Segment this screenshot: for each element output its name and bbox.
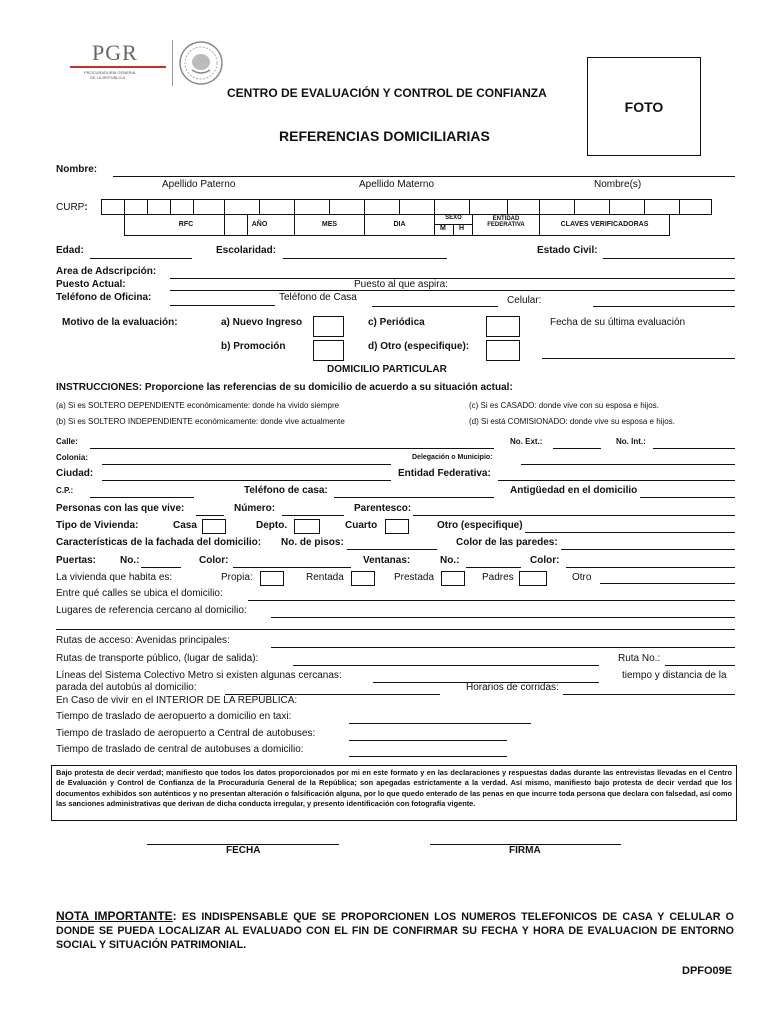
rutas-acceso-field[interactable] bbox=[271, 647, 735, 648]
no-ext-label: No. Ext.: bbox=[510, 437, 543, 446]
domicilio-title: DOMICILIO PARTICULAR bbox=[327, 364, 447, 375]
tiempo-distancia-label: tiempo y distancia de la bbox=[622, 670, 727, 681]
depto-checkbox[interactable] bbox=[294, 519, 320, 534]
puesto-actual-label: Puesto Actual: bbox=[56, 279, 126, 290]
document-title: REFERENCIAS DOMICILIARIAS bbox=[279, 128, 490, 144]
propia-label: Propia: bbox=[221, 572, 253, 583]
curp-cell[interactable] bbox=[434, 199, 470, 215]
rfc-text: RFC bbox=[178, 221, 194, 228]
photo-label: FOTO bbox=[624, 99, 664, 115]
rutas-transporte-label: Rutas de transporte público, (lugar de salida): bbox=[56, 653, 259, 664]
logo-divider bbox=[70, 66, 166, 68]
estado-civil-field[interactable] bbox=[603, 258, 735, 259]
puertas-no-label: No.: bbox=[120, 555, 140, 566]
telefono-casa-label: Teléfono de Casa bbox=[279, 292, 357, 303]
celular-field[interactable] bbox=[593, 306, 735, 307]
numero-field[interactable] bbox=[282, 515, 344, 516]
motivo-d-label: d) Otro (especifique): bbox=[368, 341, 470, 352]
traslado-taxi-label: Tiempo de traslado de aeropuerto a domicilio en taxi: bbox=[56, 711, 292, 722]
ciudad-field[interactable] bbox=[102, 480, 391, 481]
colonia-label: Colonia: bbox=[56, 453, 88, 462]
telefono-oficina-field[interactable] bbox=[170, 305, 275, 306]
antiguedad-label: Antigüedad en el domicilio bbox=[510, 485, 638, 496]
nombre-label: Nombre: bbox=[56, 164, 98, 175]
curp-cell[interactable] bbox=[507, 199, 540, 215]
fecha-ultima-label: Fecha de su última evaluación bbox=[550, 317, 686, 328]
motivo-c-label: c) Periódica bbox=[368, 317, 425, 328]
puertas-color-field[interactable] bbox=[233, 567, 351, 568]
nombres-label: Nombre(s) bbox=[594, 179, 642, 190]
casa-checkbox[interactable] bbox=[202, 519, 226, 534]
propia-checkbox[interactable] bbox=[260, 571, 284, 586]
edad-label: Edad: bbox=[56, 245, 84, 256]
prestada-label: Prestada bbox=[394, 572, 435, 583]
cp-field[interactable] bbox=[90, 497, 194, 498]
fecha-label: FECHA bbox=[226, 845, 261, 856]
curp-grid[interactable] bbox=[101, 199, 712, 236]
ventanas-color-field[interactable] bbox=[566, 567, 735, 568]
curp-mes-label bbox=[294, 214, 365, 236]
entidad-federativa-field[interactable] bbox=[498, 480, 735, 481]
traslado-central-label: Tiempo de traslado de aeropuerto a Central de autobuses: bbox=[56, 728, 316, 739]
curp-cell[interactable] bbox=[101, 199, 125, 215]
lugares-referencia-field-2[interactable] bbox=[56, 629, 735, 630]
padres-checkbox[interactable] bbox=[519, 571, 547, 586]
anio-text: AÑO bbox=[251, 221, 268, 228]
area-field[interactable] bbox=[170, 278, 735, 279]
otro-label: Otro bbox=[572, 572, 592, 583]
curp-cell[interactable] bbox=[644, 199, 680, 215]
pgr-logo-subtext: PROCURADURÍA GENERAL bbox=[84, 70, 137, 75]
traslado-domicilio-label: Tiempo de traslado de central de autobuses a domicilio: bbox=[56, 744, 304, 755]
curp-cell[interactable] bbox=[170, 199, 194, 215]
color-paredes-field[interactable] bbox=[561, 549, 735, 550]
nota-label: NOTA IMPORTANTE bbox=[56, 909, 173, 923]
ruta-no-field[interactable] bbox=[665, 665, 735, 666]
nota-importante bbox=[56, 909, 734, 952]
area-label: Area de Adscripción: bbox=[56, 266, 157, 277]
curp-cell[interactable] bbox=[224, 199, 260, 215]
pgr-logo bbox=[62, 40, 170, 90]
depto-label: Depto. bbox=[256, 520, 288, 531]
puesto-aspira-label: Puesto al que aspira: bbox=[354, 279, 448, 290]
celular-label: Celular: bbox=[507, 295, 542, 306]
ventanas-no-field[interactable] bbox=[466, 567, 521, 568]
motivo-a-label: a) Nuevo Ingreso bbox=[221, 317, 303, 328]
edad-field[interactable] bbox=[90, 258, 192, 259]
rutas-acceso-label: Rutas de acceso: Avenidas principales: bbox=[56, 635, 230, 646]
curp-sexo-label bbox=[434, 214, 473, 236]
instrucciones-text: INSTRUCCIONES: Proporcione las referencias de su domicilio de acuerdo a su situación actual: bbox=[56, 382, 513, 393]
puertas-label: Puertas: bbox=[56, 555, 97, 566]
puertas-color-label: Color: bbox=[199, 555, 229, 566]
traslado-taxi-field[interactable] bbox=[349, 723, 531, 724]
curp-cell[interactable] bbox=[294, 199, 330, 215]
motivo-b-checkbox[interactable] bbox=[313, 340, 344, 361]
antiguedad-field[interactable] bbox=[640, 497, 735, 498]
claves-text: CLAVES VERIFICADORAS bbox=[560, 221, 649, 228]
telefono-casa-field[interactable] bbox=[372, 306, 498, 307]
metro-label: Líneas del Sistema Colectivo Metro si existen algunas cercanas: bbox=[56, 670, 342, 681]
no-ext-field[interactable] bbox=[553, 448, 601, 449]
curp-cell[interactable] bbox=[469, 199, 508, 215]
curp-cell[interactable] bbox=[679, 199, 712, 215]
mes-text: MES bbox=[321, 221, 338, 228]
otro-especifique-label: Otro (especifique) bbox=[437, 520, 523, 531]
curp-entidad-label bbox=[472, 214, 540, 236]
personas-field[interactable] bbox=[196, 515, 224, 516]
photo-box[interactable] bbox=[587, 57, 701, 156]
lugares-referencia-field[interactable] bbox=[271, 617, 735, 618]
ventanas-no-label: No.: bbox=[440, 555, 460, 566]
cuarto-checkbox[interactable] bbox=[385, 519, 409, 534]
personas-label: Personas con las que vive: bbox=[56, 503, 185, 514]
otro-field[interactable] bbox=[600, 583, 735, 584]
escolaridad-label: Escolaridad: bbox=[216, 245, 277, 256]
parada-label: parada del autobús al domicilio: bbox=[56, 682, 197, 693]
instruccion-b: (b) Si es SOLTERO INDEPENDIENTE económicamente: donde vive actualmente bbox=[56, 417, 345, 426]
numero-label: Número: bbox=[234, 503, 276, 514]
ruta-no-label: Ruta No.: bbox=[618, 653, 661, 664]
parentesco-label: Parentesco: bbox=[354, 503, 412, 514]
seal-divider bbox=[172, 40, 173, 86]
apellido-paterno-label: Apellido Paterno bbox=[162, 179, 236, 190]
firma-label: FIRMA bbox=[509, 845, 541, 856]
curp-colon: : bbox=[84, 202, 88, 213]
delegacion-label: Delegación o Municipio: bbox=[412, 454, 493, 461]
estado-civil-label: Estado Civil: bbox=[537, 245, 598, 256]
instruccion-c: (c) Si es CASADO: donde vive con su esposa e hijos. bbox=[469, 401, 659, 410]
entidad-federativa-label: Entidad Federativa: bbox=[398, 468, 491, 479]
nombre-field[interactable] bbox=[113, 176, 735, 177]
federativa-text: FEDERATIVA bbox=[487, 222, 525, 228]
center-title: CENTRO DE EVALUACIÓN Y CONTROL DE CONFIANZA bbox=[227, 86, 547, 100]
interior-label: En Caso de vivir en el INTERIOR DE LA REPÚBLICA: bbox=[56, 695, 298, 706]
curp-cell[interactable] bbox=[574, 199, 610, 215]
delegacion-field[interactable] bbox=[521, 464, 735, 465]
sexo-mid-divider bbox=[453, 224, 454, 235]
puesto-actual-field[interactable] bbox=[170, 290, 735, 291]
telefono-oficina-label: Teléfono de Oficina: bbox=[56, 292, 152, 303]
telefono-casa-dom-field[interactable] bbox=[334, 497, 494, 498]
rutas-transporte-field[interactable] bbox=[293, 665, 599, 666]
pgr-logo-subtext: DE LA REPÚBLICA bbox=[90, 75, 126, 80]
horarios-label: Horarios de corridas: bbox=[466, 682, 559, 693]
curp-cell[interactable] bbox=[329, 199, 365, 215]
curp-anio-label bbox=[224, 214, 295, 236]
vivienda-habita-label: La vivienda que habita es: bbox=[56, 572, 173, 583]
curp-cell[interactable] bbox=[609, 199, 645, 215]
declaracion-box bbox=[51, 765, 737, 821]
caracteristicas-label: Características de la fachada del domicilio: bbox=[56, 537, 262, 548]
otro-especifique-field[interactable] bbox=[525, 532, 735, 533]
nota-text: ES INDISPENSABLE QUE SE PROPORCIONEN LOS NUMEROS TELEFONICOS DE CASA Y CELULAR O DONDE SE PUEDA LOCALIZAR AL EVALUADO CON EL FIN DE CONFIRMAR SU FECHA Y HORA DE EVALUACION DE ENTORNO SOCIAL Y SITUACIÓN PATRIMONIAL. bbox=[56, 911, 734, 951]
curp-claves-label bbox=[539, 214, 670, 236]
casa-label: Casa bbox=[173, 520, 197, 531]
curp-label bbox=[56, 202, 88, 213]
rentada-checkbox[interactable] bbox=[351, 571, 375, 586]
curp-dia-label bbox=[364, 214, 435, 236]
entre-calles-label: Entre qué calles se ubica el domicilio: bbox=[56, 588, 223, 599]
curp-cell[interactable] bbox=[147, 199, 171, 215]
prestada-checkbox[interactable] bbox=[441, 571, 465, 586]
form-code: DPFO09E bbox=[682, 965, 733, 977]
apellido-materno-label: Apellido Materno bbox=[359, 179, 435, 190]
calle-label: Calle: bbox=[56, 437, 78, 446]
colonia-field[interactable] bbox=[102, 464, 391, 465]
escolaridad-field[interactable] bbox=[283, 258, 447, 259]
no-int-field[interactable] bbox=[653, 448, 735, 449]
curp-cell[interactable] bbox=[539, 199, 575, 215]
telefono-casa-dom-label: Teléfono de casa: bbox=[244, 485, 328, 496]
puertas-no-field[interactable] bbox=[141, 567, 181, 568]
padres-label: Padres bbox=[482, 572, 514, 583]
cp-label: C.P.: bbox=[56, 486, 74, 495]
declaracion-text: Bajo protesta de decir verdad; manifiesto que todos los datos proporcionados por mi en este formato y en las declaraciones y respuestas dadas durante las entrevistas llevadas en el Centro de Evaluación y Control de Confianza de la Procuraduría General de la República; son apegadas estrictamente a la verdad. Así mismo, manifiesto bajo protesta de decir verdad que los documentos exhibidos son auténticos y no presentan alteración o falsificación alguna, por lo que quedo enterado de las penas en que incurre toda persona que declara con falsedad, así como las sanciones administrativas que derivan de dicha conducta irregular, y presento identificación con fotografía vigente. bbox=[56, 768, 732, 808]
calle-field[interactable] bbox=[90, 448, 494, 449]
horarios-field[interactable] bbox=[563, 694, 735, 695]
curp-cell[interactable] bbox=[259, 199, 295, 215]
fecha-ultima-field[interactable] bbox=[542, 358, 735, 359]
ventanas-label: Ventanas: bbox=[363, 555, 411, 566]
entidad-text: ENTIDAD bbox=[492, 216, 520, 222]
no-pisos-label: No. de pisos: bbox=[281, 537, 344, 548]
cuarto-label: Cuarto bbox=[345, 520, 378, 531]
motivo-label: Motivo de la evaluación: bbox=[62, 317, 178, 328]
traslado-central-field[interactable] bbox=[349, 740, 507, 741]
motivo-a-checkbox[interactable] bbox=[313, 316, 344, 337]
lugares-referencia-label: Lugares de referencia cercano al domicilio: bbox=[56, 605, 247, 616]
traslado-domicilio-field[interactable] bbox=[349, 756, 507, 757]
rentada-label: Rentada bbox=[306, 572, 344, 583]
no-int-label: No. Int.: bbox=[616, 437, 646, 446]
sexo-h: H bbox=[459, 225, 465, 232]
ventanas-color-label: Color: bbox=[530, 555, 560, 566]
dia-text: DIA bbox=[393, 221, 406, 228]
motivo-b-label: b) Promoción bbox=[221, 341, 286, 352]
tipo-vivienda-label: Tipo de Vivienda: bbox=[56, 520, 139, 531]
entre-calles-field[interactable] bbox=[248, 600, 735, 601]
parentesco-field[interactable] bbox=[413, 515, 735, 516]
color-paredes-label: Color de las paredes: bbox=[456, 537, 558, 548]
curp-cell[interactable] bbox=[399, 199, 435, 215]
no-pisos-field[interactable] bbox=[347, 549, 437, 550]
motivo-c-checkbox[interactable] bbox=[486, 316, 520, 337]
nota-colon: : bbox=[172, 909, 177, 923]
sexo-text: SEXO bbox=[445, 215, 462, 221]
national-seal-icon bbox=[178, 40, 224, 86]
ciudad-label: Ciudad: bbox=[56, 468, 94, 479]
motivo-d-checkbox[interactable] bbox=[486, 340, 520, 361]
curp-cell[interactable] bbox=[124, 199, 148, 215]
sexo-m: M bbox=[440, 225, 446, 232]
curp-cell[interactable] bbox=[193, 199, 225, 215]
curp-label-text: CURP bbox=[56, 202, 85, 213]
pgr-logo-text: PGR bbox=[92, 40, 138, 65]
curp-cell[interactable] bbox=[364, 199, 400, 215]
instruccion-d: (d) Si está COMISIONADO: donde vive su esposa e hijos. bbox=[469, 417, 675, 426]
instruccion-a: (a) Si es SOLTERO DEPENDIENTE económicamente: donde ha vivido siempre bbox=[56, 401, 340, 410]
